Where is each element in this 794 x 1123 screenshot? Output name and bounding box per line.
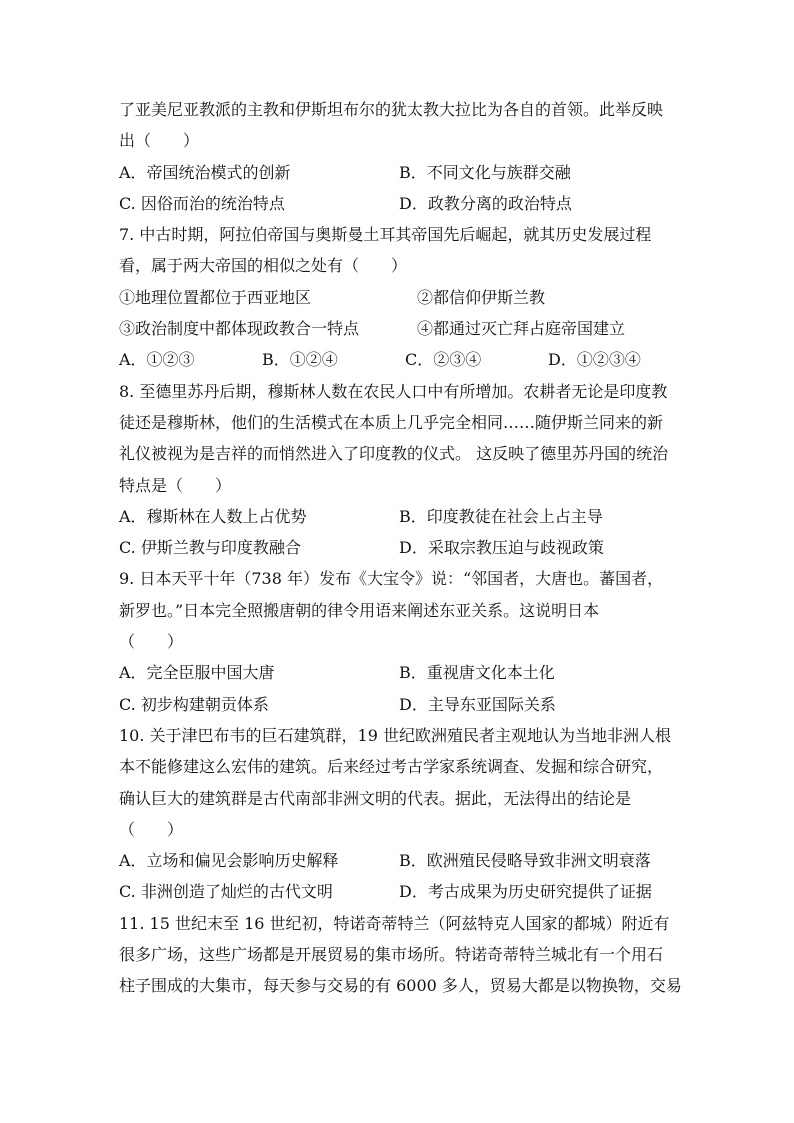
option-row [119, 657, 679, 688]
option-d: D．主导东亚国际关系 [399, 694, 556, 714]
question-10 [119, 720, 679, 908]
question-stem-line: 特点是（ ） [119, 475, 232, 495]
exam-page [119, 94, 682, 1002]
option-b: B．重视唐文化本土化 [399, 663, 555, 683]
question-stem-line: 柱子围成的大集市，每天参与交易的有 6000 多人，贸易大都是以物换物，交易 [119, 976, 682, 996]
question-7 [119, 219, 679, 375]
option-row [119, 188, 679, 219]
question-stem-line: 很多广场，这些广场都是开展贸易的集市场所。特诺奇蒂特兰城北有一个用石 [119, 945, 664, 965]
question-stem-line: 10. 关于津巴布韦的巨石建筑群，19 世纪欧洲殖民者主观地认为当地非洲人根 [119, 725, 671, 745]
option-b: B．印度教徒在社会上占主导 [399, 506, 603, 526]
option-a: A．①②③ [119, 350, 195, 370]
question-stem-line: 本不能修建这么宏伟的建筑。后来经过考古学家系统调查、发掘和综合研究， [119, 757, 664, 777]
question-stem-line: 礼仪被视为是吉祥的而悄然进入了印度教的仪式。 这反映了德里苏丹国的统治 [119, 444, 669, 464]
question-stem-line: 8. 至德里苏丹后期，穆斯林人数在农民人口中有所增加。农耕者无论是印度教 [119, 381, 668, 401]
question-stem-line: 7. 中古时期，阿拉伯帝国与奥斯曼土耳其帝国先后崛起，就其历史发展过程 [119, 225, 652, 245]
option-c: C. 初步构建朝贡体系 [119, 694, 269, 714]
question-stem-line: 确认巨大的建筑群是古代南部非洲文明的代表。据此，无法得出的结论是 [119, 788, 632, 808]
option-d: D．考古成果为历史研究提供了证据 [399, 882, 652, 902]
option-c: C. 非洲创造了灿烂的古代文明 [119, 882, 333, 902]
question-stem-line: （ ） [119, 819, 184, 839]
option-row [119, 689, 679, 720]
option-a: A．穆斯林在人数上占优势 [119, 506, 307, 526]
option-a: A．帝国统治模式的创新 [119, 162, 291, 182]
option-row [119, 157, 679, 188]
option-row [119, 344, 679, 375]
question-9 [119, 563, 679, 719]
question-stem-line: 新罗也。”日本完全照搬唐朝的律令用语来阐述东亚关系。这说明日本 [119, 600, 600, 620]
option-row [119, 532, 679, 563]
option-row [119, 876, 679, 907]
option-b: B．不同文化与族群交融 [399, 162, 571, 182]
question-stem-line: （ ） [119, 632, 184, 652]
statement-2: ②都信仰伊斯兰教 [417, 287, 546, 307]
statement-row [119, 313, 679, 344]
statement-row [119, 282, 679, 313]
option-a: A．完全臣服中国大唐 [119, 663, 275, 683]
statement-1: ①地理位置都位于西亚地区 [119, 287, 312, 307]
option-c: C. 因俗而治的统治特点 [119, 193, 285, 213]
question-stem-line: 了亚美尼亚教派的主教和伊斯坦布尔的犹太教大拉比为各自的首领。此举反映 [119, 100, 664, 119]
statement-4: ④都通过灭亡拜占庭帝国建立 [417, 319, 626, 339]
option-b: B．欧洲殖民侵略导致非洲文明衰落 [399, 851, 651, 871]
question-8 [119, 376, 679, 564]
option-c: C．②③④ [405, 350, 482, 370]
question-stem-line: 11. 15 世纪末至 16 世纪初，特诺奇蒂特兰（阿兹特克人国家的都城）附近有 [119, 913, 670, 933]
question-stem-line: 徒还是穆斯林，他们的生活模式在本质上几乎完全相同……随伊斯兰同来的新 [119, 412, 664, 432]
option-row [119, 501, 679, 532]
question-stem-line: 看，属于两大帝国的相似之处有（ ） [119, 256, 408, 276]
option-d: D．①②③④ [548, 350, 641, 370]
option-b: B．①②④ [262, 350, 338, 370]
question-11 [119, 908, 682, 1002]
question-stem-line: 9. 日本天平十年（738 年）发布《大宝令》说：“邻国者，大唐也。蕃国者， [119, 569, 664, 589]
option-d: D．政教分离的政治特点 [399, 193, 572, 213]
option-row [119, 845, 679, 876]
option-d: D．采取宗教压迫与歧视政策 [399, 538, 604, 558]
question-stem-line: 出（ ） [119, 131, 200, 151]
statement-3: ③政治制度中都体现政教合一特点 [119, 319, 360, 339]
option-c: C. 伊斯兰教与印度教融合 [119, 538, 301, 558]
option-a: A．立场和偏见会影响历史解释 [119, 851, 339, 871]
question-6 [119, 94, 679, 219]
